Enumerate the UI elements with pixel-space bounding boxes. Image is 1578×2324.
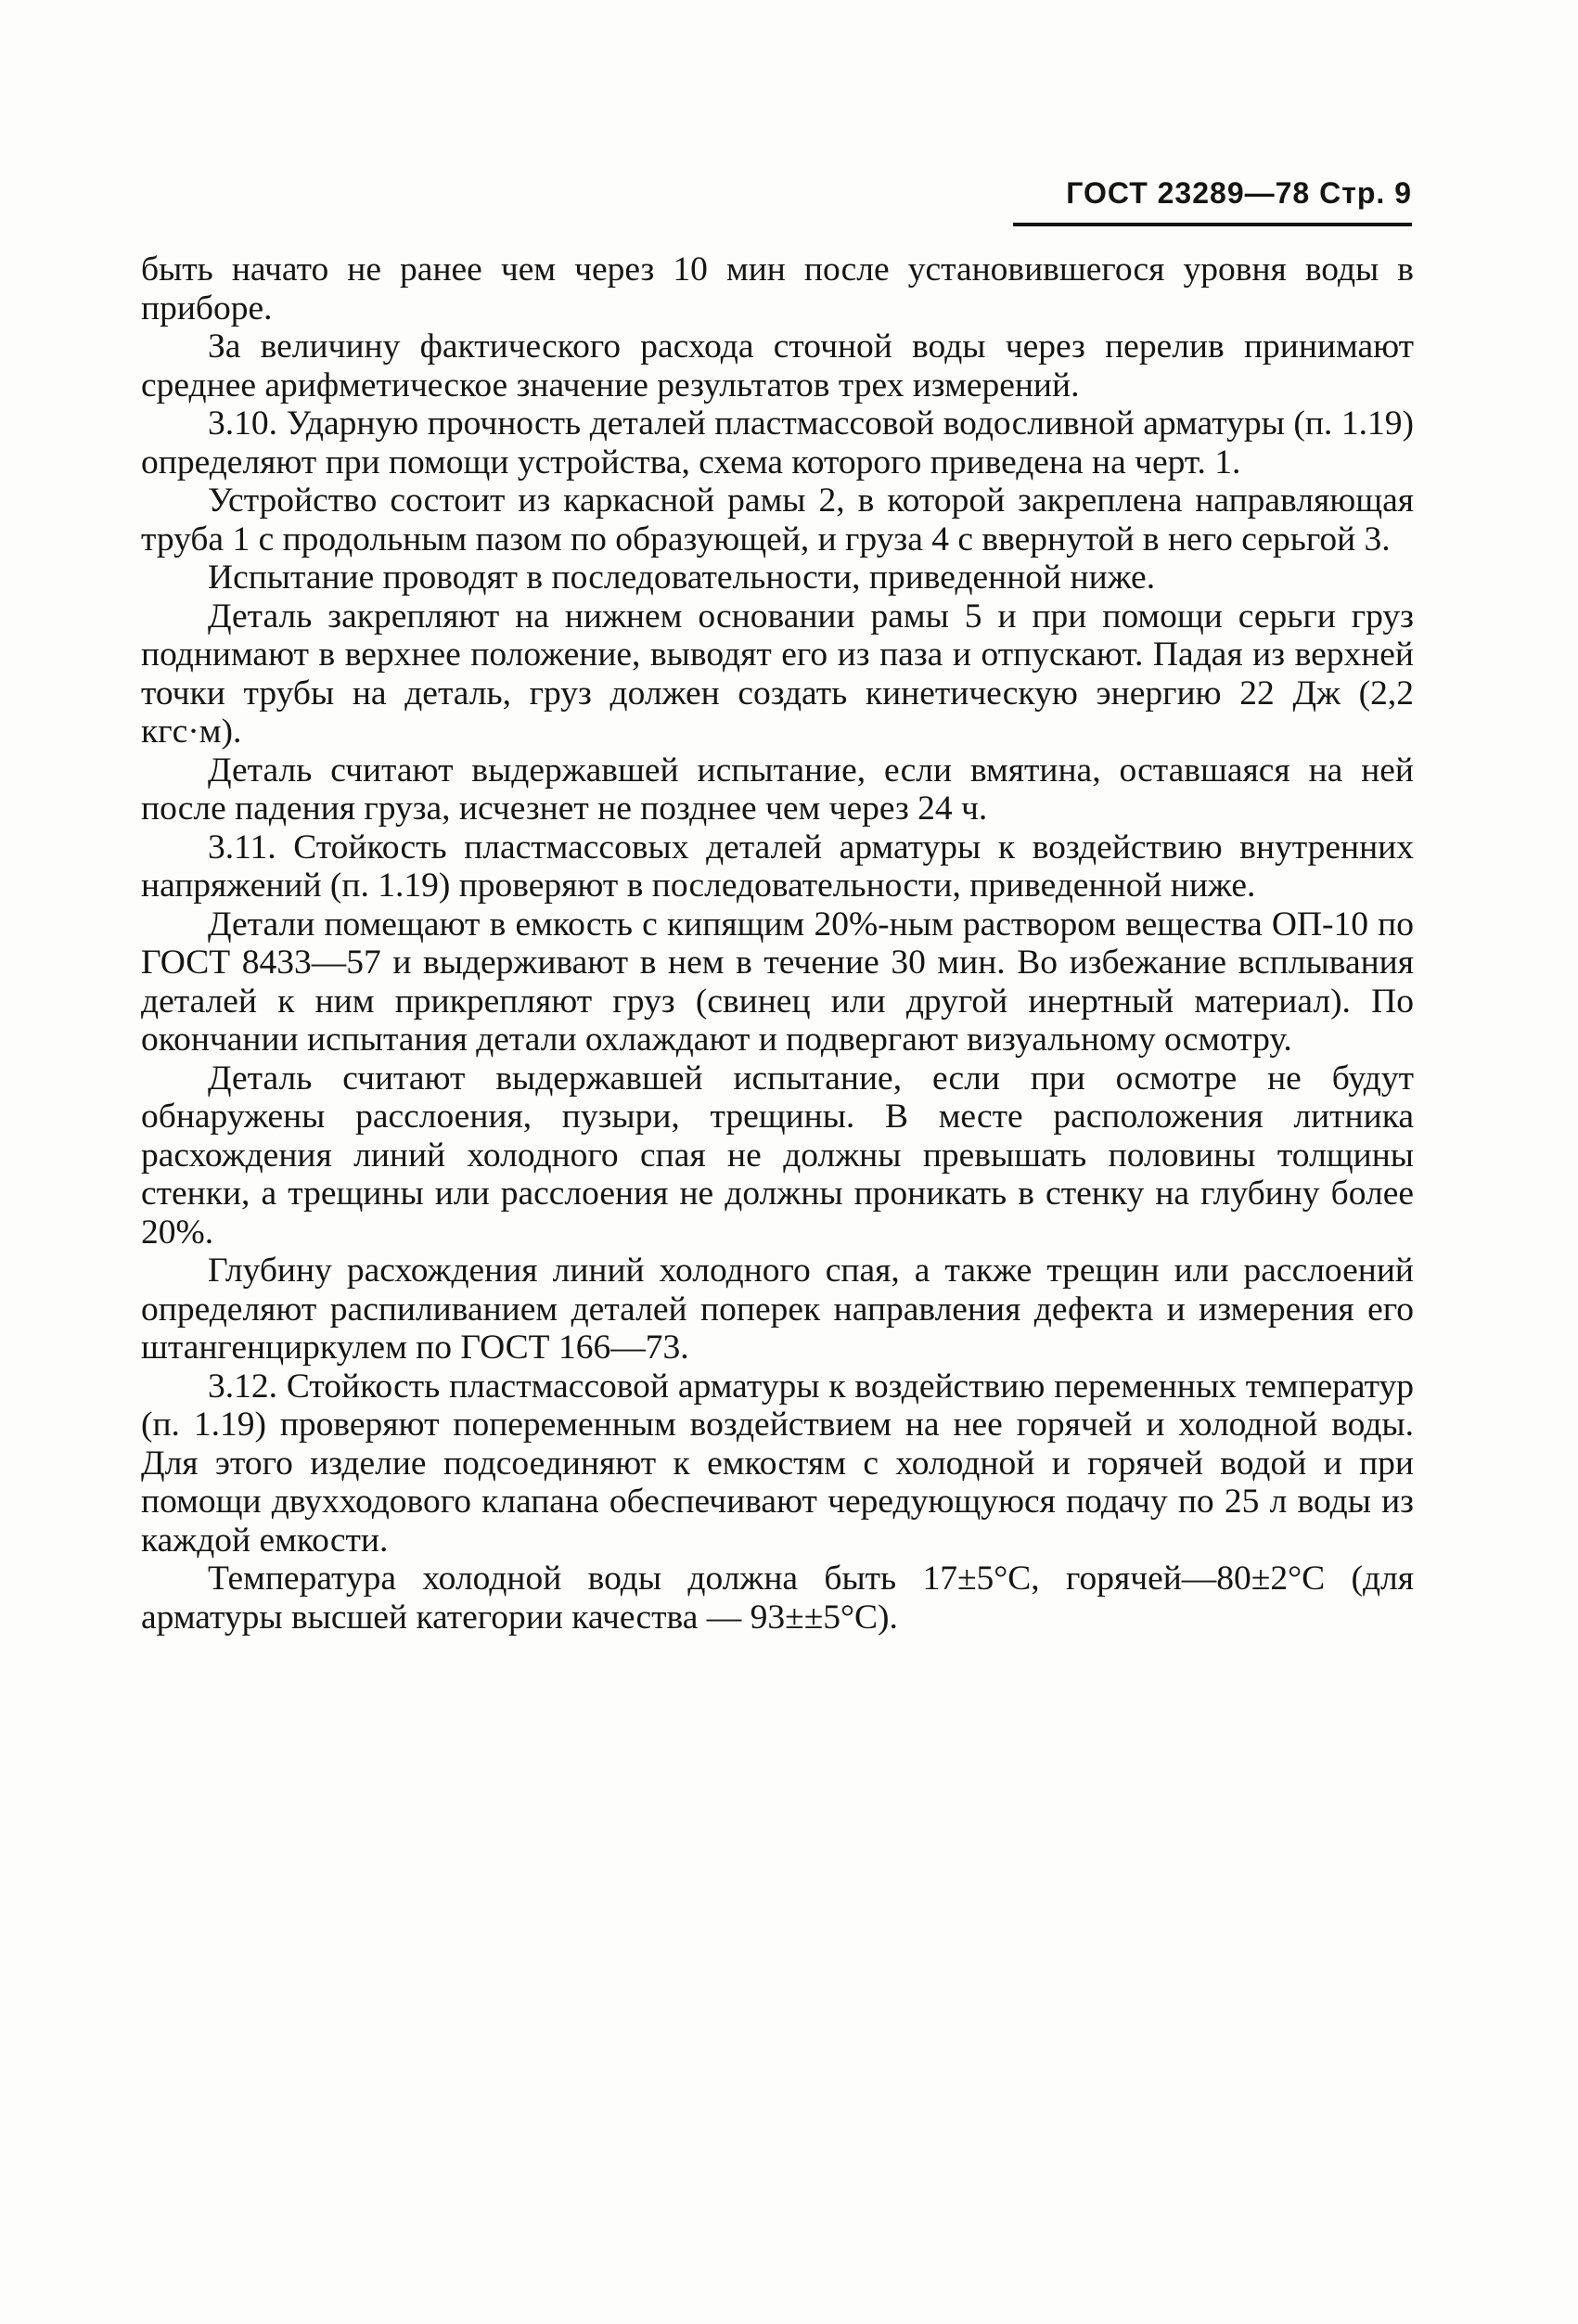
header-rule (1013, 223, 1412, 226)
running-header: ГОСТ 23289—78 Стр. 9 (1066, 176, 1412, 210)
paragraph-stress-procedure: Детали помещают в емкость с кипящим 20%-ным раствором вещества ОП-10 по ГОСТ 8433—57 и выдерживают в нем в течение 30 мин. Во избежание всплывания деталей к ним прикрепляют груз (свинец или другой инертный материал). По окончании испытания детали охлаждают и подвергают визуальному осмотру. (141, 905, 1414, 1059)
paragraph-impact-procedure: Деталь закрепляют на нижнем основании рамы 5 и при помощи серьги груз поднимают в верхнее положение, выводят его из паза и отпускают. Падая из верхней точки трубы на деталь, груз должен создать кинетическую энергию 22 Дж (2,2 кгс·м). (141, 597, 1414, 751)
paragraph-impact-criterion: Деталь считают выдержавшей испытание, если вмятина, оставшаяся на ней после падения груза, исчезнет не позднее чем через 24 ч. (141, 751, 1414, 828)
paragraph-section-3-10: 3.10. Ударную прочность деталей пластмассовой водосливной арматуры (п. 1.19) определяют при помощи устройства, схема которого приведена на черт. 1. (141, 404, 1414, 481)
paragraph-section-3-11: 3.11. Стойкость пластмассовых деталей арматуры к воздействию внутренних напряжений (п. 1.19) проверяют в последовательности, приведенной ниже. (141, 828, 1414, 905)
paragraph-depth-measurement: Глубину расхождения линий холодного спая, а также трещин или расслоений определяют распиливанием деталей поперек направления дефекта и измерения его штангенциркулем по ГОСТ 166—73. (141, 1252, 1414, 1367)
body-text (141, 250, 1414, 1637)
paragraph-continuation: быть начато не ранее чем через 10 мин после установившегося уровня воды в приборе. (141, 250, 1414, 327)
paragraph-device-description: Устройство состоит из каркасной рамы 2, в которой закреплена направляющая труба 1 с продольным пазом по образующей, и груза 4 с ввернутой в него серьгой 3. (141, 481, 1414, 559)
paragraph-stress-criterion: Деталь считают выдержавшей испытание, если при осмотре не будут обнаружены расслоения, пузыри, трещины. В месте расположения литника расхождения линий холодного спая не должны превышать половины толщины стенки, а трещины или расслоения не должны проникать в стенку на глубину более 20%. (141, 1059, 1414, 1252)
paragraph-section-3-12: 3.12. Стойкость пластмассовой арматуры к воздействию переменных температур (п. 1.19) проверяют попеременным воздействием на нее горячей и холодной воды. Для этого изделие подсоединяют к емкостям с холодной и горячей водой и при помощи двухходового клапана обеспечивают чередующуюся подачу по 25 л воды из каждой емкости. (141, 1367, 1414, 1560)
paragraph-temperatures: Температура холодной воды должна быть 17±5°С, горячей—80±2°С (для арматуры высшей категории качества — 93±±5°С). (141, 1560, 1414, 1637)
paragraph-test-order: Испытание проводят в последовательности, приведенной ниже. (208, 559, 1156, 597)
paragraph-flow-measurement: За величину фактического расхода сточной воды через перелив принимают среднее арифметическое значение результатов трех измерений. (141, 327, 1414, 404)
